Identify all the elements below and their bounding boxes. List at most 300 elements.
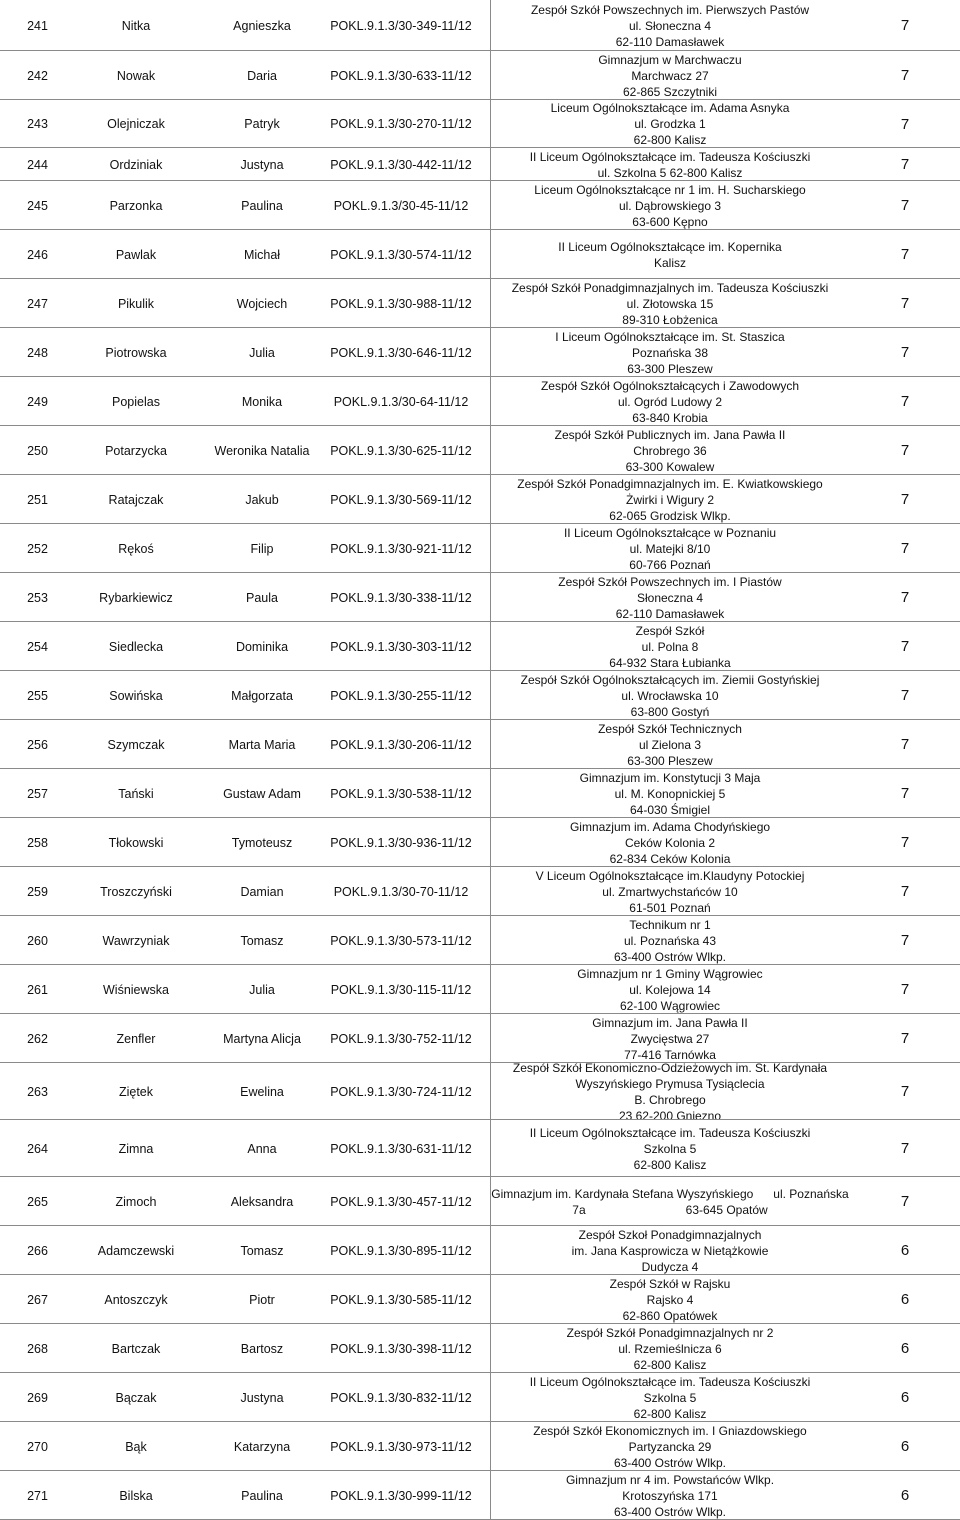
first-name-cell: Julia	[249, 982, 275, 997]
school-address-cell	[490, 1373, 850, 1422]
points-cell: 7	[900, 156, 910, 173]
school-address-line: 64-030 Śmigiel	[629, 802, 711, 817]
school-address-line: Gimnazjum nr 1 Gminy Wągrowiec	[577, 966, 763, 981]
row-number: 246	[27, 247, 48, 262]
row-number: 256	[27, 737, 48, 752]
school-address-line: 62-800 Kalisz	[633, 1157, 707, 1172]
school-address-line: Marchwacz 27	[631, 68, 709, 83]
school-address-cell	[490, 328, 850, 377]
school-address-cell	[490, 181, 850, 230]
school-address-line: ul. Dąbrowskiego 3	[618, 198, 722, 213]
table-row	[0, 328, 960, 377]
school-address-line: Zespół Szkół Ponadgimnazjalnych im. Tadeusza Kościuszki	[511, 280, 829, 295]
row-number: 243	[27, 117, 48, 131]
points-cell: 6	[900, 1242, 910, 1259]
first-name-cell: Monika	[241, 394, 283, 409]
school-address-line: Gimnazjum im. Konstytucji 3 Maja	[579, 770, 761, 785]
table-row	[0, 671, 960, 720]
school-address-line: Kalisz	[653, 255, 686, 270]
school-address-line: II Liceum Ogólnokształcące w Poznaniu	[563, 525, 777, 540]
surname-cell: Wawrzyniak	[102, 933, 170, 948]
first-name-cell: Dominika	[235, 639, 289, 654]
school-address-line: Żwirki i Wigury 2	[625, 492, 714, 507]
first-name-cell: Filip	[250, 541, 274, 556]
school-address-line: 62-800 Kalisz	[633, 1406, 707, 1421]
surname-cell: Antoszczyk	[104, 1292, 168, 1307]
school-address-line: 63-800 Gostyń	[630, 704, 710, 719]
first-name-cell: Damian	[240, 884, 284, 899]
school-address-cell	[490, 475, 850, 524]
school-address-line: Zespół Szkół Ekonomicznych im. I Gniazdowskiego	[533, 1423, 807, 1438]
points-cell: 7	[900, 115, 910, 133]
school-address-line: Zespół Szkół Technicznych	[598, 721, 742, 736]
school-address-cell	[490, 1014, 850, 1063]
school-address-line: 63-600 Kępno	[632, 214, 708, 229]
row-number: 255	[27, 688, 48, 703]
project-code-cell: POKL.9.1.3/30-999-11/12	[330, 1488, 472, 1503]
first-name-cell: Jakub	[245, 492, 279, 507]
points-cell: 6	[900, 1291, 910, 1308]
table-row	[0, 181, 960, 230]
row-number: 254	[27, 639, 48, 654]
surname-cell: Zimna	[118, 1141, 154, 1156]
school-address-line: ul. Słoneczna 4	[628, 18, 712, 33]
row-number: 271	[27, 1488, 48, 1503]
first-name-cell: Katarzyna	[233, 1439, 291, 1454]
table-row	[0, 769, 960, 818]
first-name-cell: Weronika Natalia	[214, 443, 310, 458]
first-name-cell: Ewelina	[240, 1084, 284, 1099]
surname-cell: Parzonka	[109, 198, 163, 213]
table-row	[0, 622, 960, 671]
school-address-line: Zespół Szkół Ponadgimnazjalnych im. E. Kwiatkowskiego	[517, 476, 823, 491]
points-cell: 7	[900, 442, 910, 459]
project-code-cell: POKL.9.1.3/30-585-11/12	[330, 1292, 472, 1307]
points-cell: 7	[900, 17, 910, 34]
first-name-cell: Paulina	[241, 198, 283, 213]
school-address-line: 64-932 Stara Łubianka	[609, 655, 731, 670]
school-address-line: 7a 63-645 Opatów	[572, 1202, 768, 1217]
project-code-cell: POKL.9.1.3/30-633-11/12	[330, 68, 472, 83]
surname-cell: Pikulik	[117, 296, 155, 311]
project-code-cell: POKL.9.1.3/30-206-11/12	[330, 737, 472, 752]
points-cell: 7	[900, 589, 910, 606]
school-address-line: B. Chrobrego	[634, 1092, 706, 1107]
first-name-cell: Michał	[243, 247, 281, 262]
school-address-line: 63-400 Ostrów Wlkp.	[613, 949, 727, 964]
project-code-cell: POKL.9.1.3/30-303-11/12	[330, 639, 472, 654]
school-address-line: ul. Złotowska 15	[626, 296, 714, 311]
table-row	[0, 818, 960, 867]
school-address-line: Słoneczna 4	[636, 590, 704, 605]
row-number: 266	[27, 1243, 48, 1258]
table-row	[0, 720, 960, 769]
school-address-line: II Liceum Ogólnokształcące im. Kopernika	[558, 239, 782, 254]
points-cell: 7	[900, 197, 910, 214]
first-name-cell: Gustaw Adam	[223, 786, 301, 801]
school-address-line: Zespół Szkół Ekonomiczno-Odzieżowych im. St. Kardynała	[512, 1060, 828, 1075]
school-address-line: Gimnazjum im. Adama Chodyńskiego	[569, 819, 771, 834]
row-number: 260	[27, 933, 48, 948]
first-name-cell: Agnieszka	[233, 18, 291, 33]
school-address-line: ul Zielona 3	[638, 737, 702, 752]
row-number: 248	[27, 345, 48, 360]
project-code-cell: POKL.9.1.3/30-625-11/12	[330, 443, 472, 458]
surname-cell: Olejniczak	[107, 117, 165, 131]
school-address-line: ul. Zmartwychstańców 10	[602, 884, 738, 899]
project-code-cell: POKL.9.1.3/30-338-11/12	[330, 590, 472, 605]
school-address-line: Liceum Ogólnokształcące im. Adama Asnyka	[550, 101, 790, 115]
school-address-line: Zespół Szkół Powszechnych im. I Piastów	[558, 574, 782, 589]
surname-cell: Rękoś	[118, 541, 154, 556]
row-number: 261	[27, 982, 48, 997]
table-row	[0, 377, 960, 426]
row-number: 269	[27, 1390, 48, 1405]
surname-cell: Bączak	[115, 1390, 157, 1405]
school-address-line: Zespół Szkół w Rajsku	[609, 1276, 731, 1291]
school-address-cell	[490, 573, 850, 622]
table-row	[0, 1177, 960, 1226]
school-address-cell	[490, 279, 850, 328]
school-address-line: Zwycięstwa 27	[630, 1031, 710, 1046]
first-name-cell: Paula	[246, 590, 278, 605]
school-address-line: Poznańska 38	[631, 345, 709, 360]
school-address-line: Szkolna 5	[643, 1390, 697, 1405]
school-address-line: 63-400 Ostrów Wlkp.	[613, 1455, 727, 1470]
school-address-cell	[490, 1275, 850, 1324]
points-cell: 7	[900, 1193, 910, 1210]
school-address-line: Chrobrego 36	[633, 443, 707, 458]
project-code-cell: POKL.9.1.3/30-255-11/12	[330, 688, 472, 703]
table-row	[0, 1471, 960, 1520]
surname-cell: Adamczewski	[97, 1243, 175, 1258]
table-row	[0, 1422, 960, 1471]
points-cell: 7	[900, 1083, 910, 1100]
project-code-cell: POKL.9.1.3/30-988-11/12	[330, 296, 472, 311]
points-cell: 6	[900, 1487, 910, 1504]
first-name-cell: Paulina	[241, 1488, 283, 1503]
school-address-line: 63-300 Pleszew	[627, 753, 713, 768]
first-name-cell: Piotr	[249, 1292, 275, 1307]
school-address-line: Zespół Szkół Ponadgimnazjalnych nr 2	[566, 1325, 774, 1340]
column-divider	[490, 0, 491, 1520]
school-address-line: 63-300 Kowalew	[625, 459, 715, 474]
school-address-line: II Liceum Ogólnokształcące im. Tadeusza Kościuszki	[529, 1125, 811, 1140]
surname-cell: Ziętek	[118, 1084, 154, 1099]
school-address-line: 61-501 Poznań	[629, 900, 711, 915]
points-cell: 7	[900, 932, 910, 949]
table-row	[0, 1060, 960, 1123]
first-name-cell: Julia	[249, 345, 275, 360]
points-cell: 6	[900, 1340, 910, 1357]
school-address-line: Zespół Szkół Publicznych im. Jana Pawła II	[554, 427, 786, 442]
row-number: 247	[27, 296, 48, 311]
school-address-line: ul. M. Konopnickiej 5	[614, 786, 726, 801]
points-cell: 6	[900, 1389, 910, 1406]
project-code-cell: POKL.9.1.3/30-895-11/12	[330, 1243, 472, 1258]
school-address-line: ul. Grodzka 1	[634, 117, 706, 131]
school-address-cell	[490, 0, 850, 51]
first-name-cell: Daria	[247, 68, 277, 83]
surname-cell: Bilska	[119, 1488, 153, 1503]
row-number: 263	[27, 1084, 48, 1099]
school-address-cell	[490, 1324, 850, 1373]
table-row	[0, 148, 960, 181]
project-code-cell: POKL.9.1.3/30-573-11/12	[330, 933, 472, 948]
surname-cell: Siedlecka	[108, 639, 164, 654]
school-address-cell	[490, 769, 850, 818]
surname-cell: Szymczak	[107, 737, 165, 752]
school-address-cell	[490, 51, 850, 100]
table-row	[0, 230, 960, 279]
first-name-cell: Marta Maria	[228, 737, 296, 752]
table-row	[0, 965, 960, 1014]
table-row	[0, 279, 960, 328]
table-row	[0, 1120, 960, 1177]
points-cell: 7	[900, 834, 910, 851]
school-address-line: 63-300 Pleszew	[627, 361, 713, 376]
table-row	[0, 1226, 960, 1275]
first-name-cell: Justyna	[240, 157, 284, 172]
row-number: 253	[27, 590, 48, 605]
surname-cell: Sowińska	[109, 688, 163, 703]
table-row	[0, 1014, 960, 1063]
project-code-cell: POKL.9.1.3/30-442-11/12	[330, 157, 472, 172]
school-address-line: ul. Kolejowa 14	[629, 982, 711, 997]
points-cell: 7	[900, 1140, 910, 1157]
school-address-line: I Liceum Ogólnokształcące im. St. Staszica	[555, 329, 785, 344]
school-address-line: 62-865 Szczytniki	[622, 84, 718, 99]
school-address-cell	[490, 671, 850, 720]
school-address-line: 63-840 Krobia	[632, 410, 708, 425]
row-number: 242	[27, 68, 48, 83]
school-address-line: 62-860 Opatówek	[622, 1308, 718, 1323]
table-row	[0, 1324, 960, 1373]
school-address-cell	[490, 1471, 850, 1520]
project-code-cell: POKL.9.1.3/30-349-11/12	[330, 18, 472, 33]
school-address-line: 62-110 Damasławek	[615, 34, 725, 49]
school-address-line: 62-800 Kalisz	[633, 133, 707, 147]
table-row	[0, 475, 960, 524]
points-cell: 7	[900, 540, 910, 557]
points-cell: 7	[900, 883, 910, 900]
school-address-cell	[490, 230, 850, 279]
surname-cell: Zimoch	[115, 1194, 157, 1209]
row-number: 270	[27, 1439, 48, 1454]
points-cell: 7	[900, 246, 910, 263]
project-code-cell: POKL.9.1.3/30-921-11/12	[330, 541, 472, 556]
project-code-cell: POKL.9.1.3/30-270-11/12	[330, 117, 472, 131]
project-code-cell: POKL.9.1.3/30-646-11/12	[330, 345, 472, 360]
school-address-line: Technikum nr 1	[629, 917, 711, 932]
school-address-cell	[490, 1120, 850, 1177]
first-name-cell: Justyna	[240, 1390, 284, 1405]
school-address-line: Gimnazjum im. Kardynała Stefana Wyszyńskiego ul. Poznańska	[491, 1186, 849, 1201]
surname-cell: Nowak	[116, 68, 156, 83]
school-address-line: Partyzancka 29	[628, 1439, 712, 1454]
surname-cell: Piotrowska	[105, 345, 167, 360]
table-row	[0, 1373, 960, 1422]
row-number: 267	[27, 1292, 48, 1307]
project-code-cell: POKL.9.1.3/30-70-11/12	[333, 884, 469, 899]
surname-cell: Pawlak	[115, 247, 157, 262]
school-address-line: 62-800 Kalisz	[633, 1357, 707, 1372]
project-code-cell: POKL.9.1.3/30-45-11/12	[333, 198, 469, 213]
school-address-line: 62-100 Wągrowiec	[619, 998, 721, 1013]
school-address-cell	[490, 818, 850, 867]
school-address-line: ul. Poznańska 43	[623, 933, 717, 948]
first-name-cell: Patryk	[244, 117, 280, 131]
school-address-line: ul. Rzemieślnicza 6	[618, 1341, 722, 1356]
school-address-cell	[490, 916, 850, 965]
school-address-cell	[490, 867, 850, 916]
school-address-line: 62-110 Damasławek	[615, 606, 725, 621]
project-code-cell: POKL.9.1.3/30-115-11/12	[330, 982, 472, 997]
school-address-cell	[490, 622, 850, 671]
school-address-cell	[490, 377, 850, 426]
first-name-cell: Anna	[247, 1141, 277, 1156]
row-number: 244	[27, 157, 48, 172]
school-address-line: 63-400 Ostrów Wlkp.	[613, 1504, 727, 1519]
project-code-cell: POKL.9.1.3/30-631-11/12	[330, 1141, 472, 1156]
school-address-line: 60-766 Poznań	[629, 557, 711, 572]
project-code-cell: POKL.9.1.3/30-724-11/12	[330, 1084, 472, 1099]
points-cell: 7	[900, 687, 910, 704]
row-number: 245	[27, 198, 48, 213]
row-number: 258	[27, 835, 48, 850]
points-cell: 6	[900, 1438, 910, 1455]
school-address-line: Rajsko 4	[646, 1292, 694, 1307]
school-address-line: Gimnazjum im. Jana Pawła II	[592, 1015, 748, 1030]
school-address-line: Dudycza 4	[641, 1259, 699, 1274]
school-address-line: Zespół Szkół Powszechnych im. Pierwszych Pastów	[530, 2, 810, 17]
school-address-cell	[490, 1226, 850, 1275]
school-address-cell	[490, 965, 850, 1014]
school-address-line: 62-065 Grodzisk Wlkp.	[609, 508, 731, 523]
row-number: 252	[27, 541, 48, 556]
school-address-line: Liceum Ogólnokształcące nr 1 im. H. Sucharskiego	[534, 182, 806, 197]
project-code-cell: POKL.9.1.3/30-752-11/12	[330, 1031, 472, 1046]
school-address-line: Zespół Szkoł Ponadgimnazjalnych	[578, 1227, 762, 1242]
school-address-cell	[490, 426, 850, 475]
points-cell: 7	[900, 785, 910, 802]
school-address-line: ul. Szkolna 5 62-800 Kalisz	[597, 165, 743, 180]
school-address-line: Krotoszyńska 171	[622, 1488, 718, 1503]
surname-cell: Zenfler	[116, 1031, 156, 1046]
surname-cell: Potarzycka	[105, 443, 167, 458]
school-address-line: 77-416 Tarnówka	[624, 1047, 716, 1062]
school-address-line: II Liceum Ogólnokształcące im. Tadeusza Kościuszki	[529, 149, 811, 164]
first-name-cell: Tomasz	[240, 933, 284, 948]
row-number: 257	[27, 786, 48, 801]
row-number: 249	[27, 394, 48, 409]
school-address-line: 62-834 Ceków Kolonia	[609, 851, 731, 866]
project-code-cell: POKL.9.1.3/30-398-11/12	[330, 1341, 472, 1356]
row-number: 262	[27, 1031, 48, 1046]
surname-cell: Tański	[118, 786, 154, 801]
table-row	[0, 426, 960, 475]
row-number: 264	[27, 1141, 48, 1156]
school-address-line: im. Jana Kasprowicza w Nietążkowie	[571, 1243, 769, 1258]
row-number: 265	[27, 1194, 48, 1209]
surname-cell: Tłokowski	[108, 835, 164, 850]
table-row	[0, 524, 960, 573]
table-row	[0, 51, 960, 100]
school-address-line: Gimnazjum nr 4 im. Powstańców Wlkp.	[565, 1472, 775, 1487]
project-code-cell: POKL.9.1.3/30-538-11/12	[330, 786, 472, 801]
school-address-line: ul. Wrocławska 10	[621, 688, 719, 703]
project-code-cell: POKL.9.1.3/30-832-11/12	[330, 1390, 472, 1405]
school-address-cell	[490, 100, 850, 148]
table-row	[0, 100, 960, 148]
points-cell: 7	[900, 491, 910, 508]
school-address-cell	[490, 1177, 850, 1226]
first-name-cell: Martyna Alicja	[223, 1031, 301, 1046]
first-name-cell: Tymoteusz	[231, 835, 293, 850]
row-number: 251	[27, 492, 48, 507]
first-name-cell: Wojciech	[236, 296, 288, 311]
school-address-line: Zespół Szkół	[635, 623, 705, 638]
school-address-line: Zespół Szkół Ogólnokształcących im. Ziemii Gostyńskiej	[520, 672, 820, 687]
surname-cell: Ordziniak	[109, 157, 163, 172]
table-row	[0, 1275, 960, 1324]
points-cell: 7	[900, 638, 910, 655]
surname-cell: Popielas	[112, 394, 160, 409]
school-address-cell	[490, 1060, 850, 1123]
points-cell: 7	[900, 736, 910, 753]
surname-cell: Ratajczak	[108, 492, 164, 507]
first-name-cell: Tomasz	[240, 1243, 284, 1258]
row-number: 268	[27, 1341, 48, 1356]
project-code-cell: POKL.9.1.3/30-64-11/12	[333, 394, 469, 409]
table-row	[0, 0, 960, 51]
school-address-cell	[490, 524, 850, 573]
school-address-line: 23 62-200 Gniezno	[618, 1108, 722, 1123]
school-address-cell	[490, 720, 850, 769]
table-row	[0, 573, 960, 622]
school-address-cell	[490, 148, 850, 181]
points-cell: 7	[900, 393, 910, 410]
school-address-line: V Liceum Ogólnokształcące im.Klaudyny Potockiej	[535, 868, 805, 883]
school-address-cell	[490, 1422, 850, 1471]
school-address-line: Gimnazjum w Marchwaczu	[598, 52, 742, 67]
table-row	[0, 867, 960, 916]
school-address-line: Ceków Kolonia 2	[624, 835, 716, 850]
project-code-cell: POKL.9.1.3/30-936-11/12	[330, 835, 472, 850]
first-name-cell: Bartosz	[240, 1341, 284, 1356]
surname-cell: Bartczak	[111, 1341, 161, 1356]
project-code-cell: POKL.9.1.3/30-574-11/12	[330, 247, 472, 262]
first-name-cell: Małgorzata	[231, 688, 293, 703]
table-row	[0, 916, 960, 965]
school-address-line: 89-310 Łobżenica	[622, 312, 718, 327]
school-address-line: Szkolna 5	[643, 1141, 697, 1156]
surname-cell: Rybarkiewicz	[99, 590, 173, 605]
points-cell: 7	[900, 1030, 910, 1047]
first-name-cell: Aleksandra	[230, 1194, 294, 1209]
row-number: 259	[27, 884, 48, 899]
project-code-cell: POKL.9.1.3/30-457-11/12	[330, 1194, 472, 1209]
row-number: 250	[27, 443, 48, 458]
school-address-line: ul. Matejki 8/10	[629, 541, 711, 556]
points-cell: 7	[900, 67, 910, 84]
points-cell: 7	[900, 295, 910, 312]
project-code-cell: POKL.9.1.3/30-973-11/12	[330, 1439, 472, 1454]
school-address-line: ul. Polna 8	[641, 639, 699, 654]
points-cell: 7	[900, 981, 910, 998]
row-number: 241	[27, 18, 48, 33]
surname-cell: Troszczyński	[100, 884, 172, 899]
